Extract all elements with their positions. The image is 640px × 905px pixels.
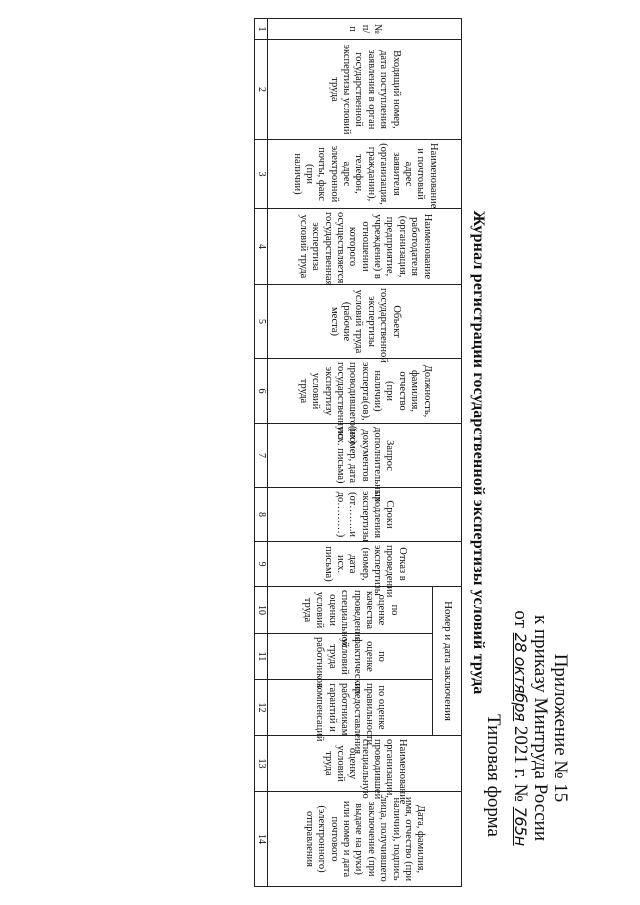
column-header-expert: Должность, фамилия, отчество (при наличии) эксперта(ов), проводившего(их) государственную экспертизу условий труда [268,359,462,424]
column-header-extension: Сроки продления экспертизы (от……..и до………) [268,488,462,542]
column-number: 3 [255,140,268,209]
registration-journal-table [254,18,462,887]
column-header-quality: по оценке качества проведения специальной оценки условий труда [268,587,433,634]
column-header-actual: по оценке фактических условий труда работников [268,634,433,680]
column-number: 11 [255,634,268,680]
order-date-line [510,608,530,848]
column-group-conclusion: Номер и дата заключения [433,587,462,736]
handwritten-number: 765н [511,806,531,846]
column-header-recipient: Дата, фамилия, имя, отчество (при наличии), подпись лица, получившего заключение (при выдаче на руки) или номер и дата почтового (электронного) отправления [268,792,462,887]
date-prefix: от [510,610,532,628]
column-header-applicant: Наименование и почтовый адрес заявителя (организация, гражданин), телефон, адрес электронной почты, факс (при наличии) [268,140,462,209]
column-number: 10 [255,587,268,634]
column-header-refusal: Отказ в проведении экспертизы (номер, дата исх. письма) [268,542,462,587]
column-number: 2 [255,40,268,140]
column-number: 5 [255,285,268,359]
column-number: 12 [255,680,268,736]
appendix-header [510,608,570,848]
column-header-index: № п/п [268,19,462,40]
column-number: 6 [255,359,268,424]
handwritten-date: 28 октября [511,632,531,722]
order-year: 2021 г. № [510,725,532,802]
column-number: 4 [255,209,268,285]
form-type-label: Типовая форма [483,714,504,837]
appendix-number: Приложение № 15 [550,653,571,803]
journal-title: Журнал регистрации государственной экспертизы условий труда [470,210,487,695]
column-number: 1 [255,19,268,40]
column-number: 8 [255,488,268,542]
column-header-employer: Наименование работодателя (организация, предприятие, учреждение) в отношении которого осуществляется государственная экспертиза условий труда [268,209,462,285]
column-number: 7 [255,424,268,488]
column-header-object: Объект государственной экспертизы условий труда (рабочие места) [268,285,462,359]
column-header-guarantees: по оценке правильности предоставления работникам гарантий и компенсаций [268,680,433,736]
column-header-request: Запрос дополнительных документов (номер, дата исх. письма) [268,424,462,488]
column-header-incoming: Входящий номер, дата поступления заявления в орган государственной экспертизы условий труда [268,40,462,140]
column-header-organization: Наименование организации, проводившей специальную оценку условий труда [268,736,462,792]
column-number: 9 [255,542,268,587]
order-reference: к приказу Минтруда России [530,615,552,841]
column-number: 14 [255,792,268,887]
column-number: 13 [255,736,268,792]
